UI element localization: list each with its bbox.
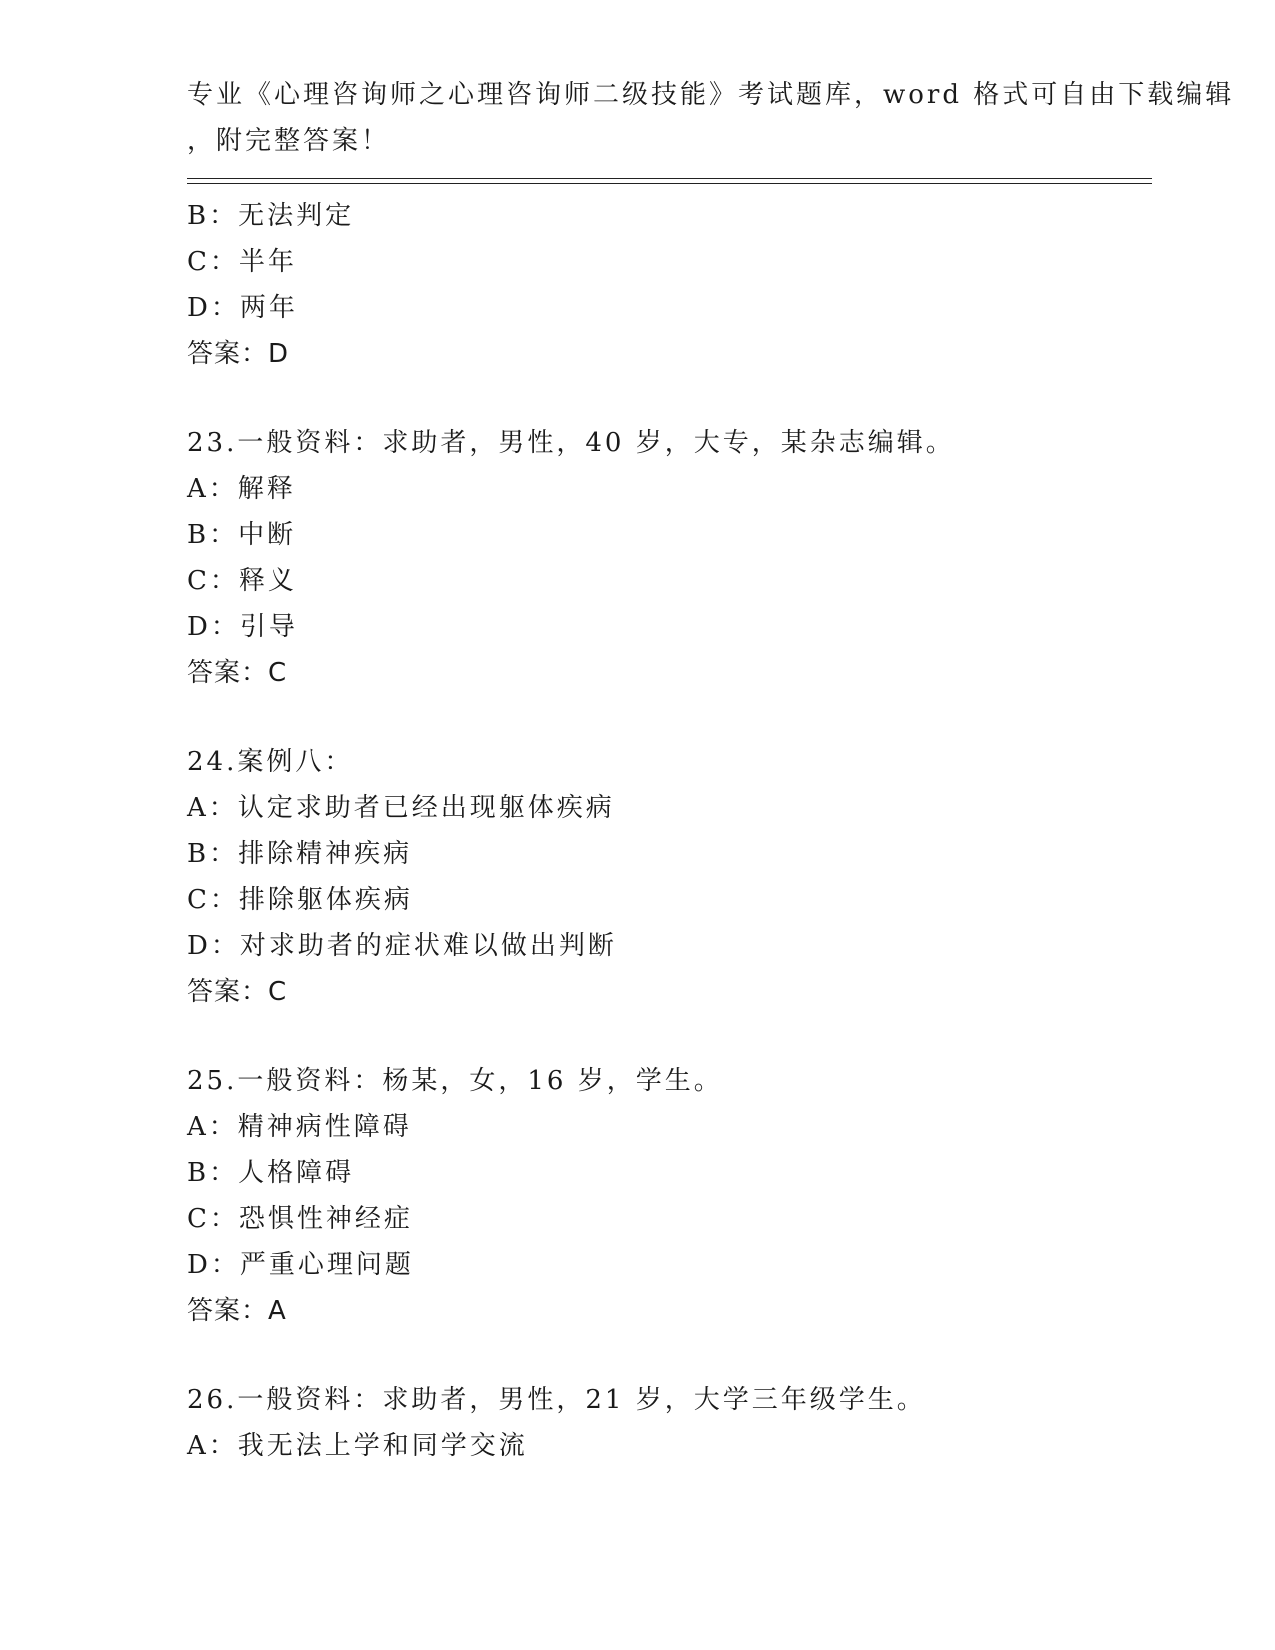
option-b: B：中断 <box>187 520 297 550</box>
option-c: C：半年 <box>187 247 297 277</box>
question-stem: 24.案例八： <box>187 747 354 777</box>
option-a: A：解释 <box>187 474 296 504</box>
option-d: D：两年 <box>187 293 298 323</box>
header-line-2: ，附完整答案！ <box>187 126 391 156</box>
question-stem: 25.一般资料：杨某，女，16 岁，学生。 <box>187 1066 723 1096</box>
option-d: D：对求助者的症状难以做出判断 <box>187 931 617 961</box>
answer-line: 答案：D <box>187 339 290 369</box>
option-a: A：我无法上学和同学交流 <box>187 1431 528 1461</box>
option-c: C：恐惧性神经症 <box>187 1204 413 1234</box>
option-a: A：精神病性障碍 <box>187 1112 412 1142</box>
question-stem: 26.一般资料：求助者，男性，21 岁，大学三年级学生。 <box>187 1385 926 1415</box>
option-d: D：严重心理问题 <box>187 1250 414 1280</box>
answer-line: 答案：C <box>187 658 288 688</box>
option-a: A：认定求助者已经出现躯体疾病 <box>187 793 615 823</box>
question-list <box>187 193 1147 1469</box>
answer-line: 答案：A <box>187 1296 287 1326</box>
answer-line: 答案：C <box>187 977 288 1007</box>
option-b: B：人格障碍 <box>187 1158 355 1188</box>
option-d: D：引导 <box>187 612 298 642</box>
option-c: C：排除躯体疾病 <box>187 885 413 915</box>
header-line-1: 专业《心理咨询师之心理咨询师二级技能》考试题库，word 格式可自由下载编辑 <box>187 80 1235 110</box>
header-rule-top <box>187 178 1152 179</box>
option-b: B：排除精神疾病 <box>187 839 413 869</box>
header-rule-bottom <box>187 183 1152 184</box>
question-stem: 23.一般资料：求助者，男性，40 岁，大专，某杂志编辑。 <box>187 428 955 458</box>
document-header <box>187 72 1235 164</box>
option-b: B：无法判定 <box>187 201 355 231</box>
option-c: C：释义 <box>187 566 297 596</box>
